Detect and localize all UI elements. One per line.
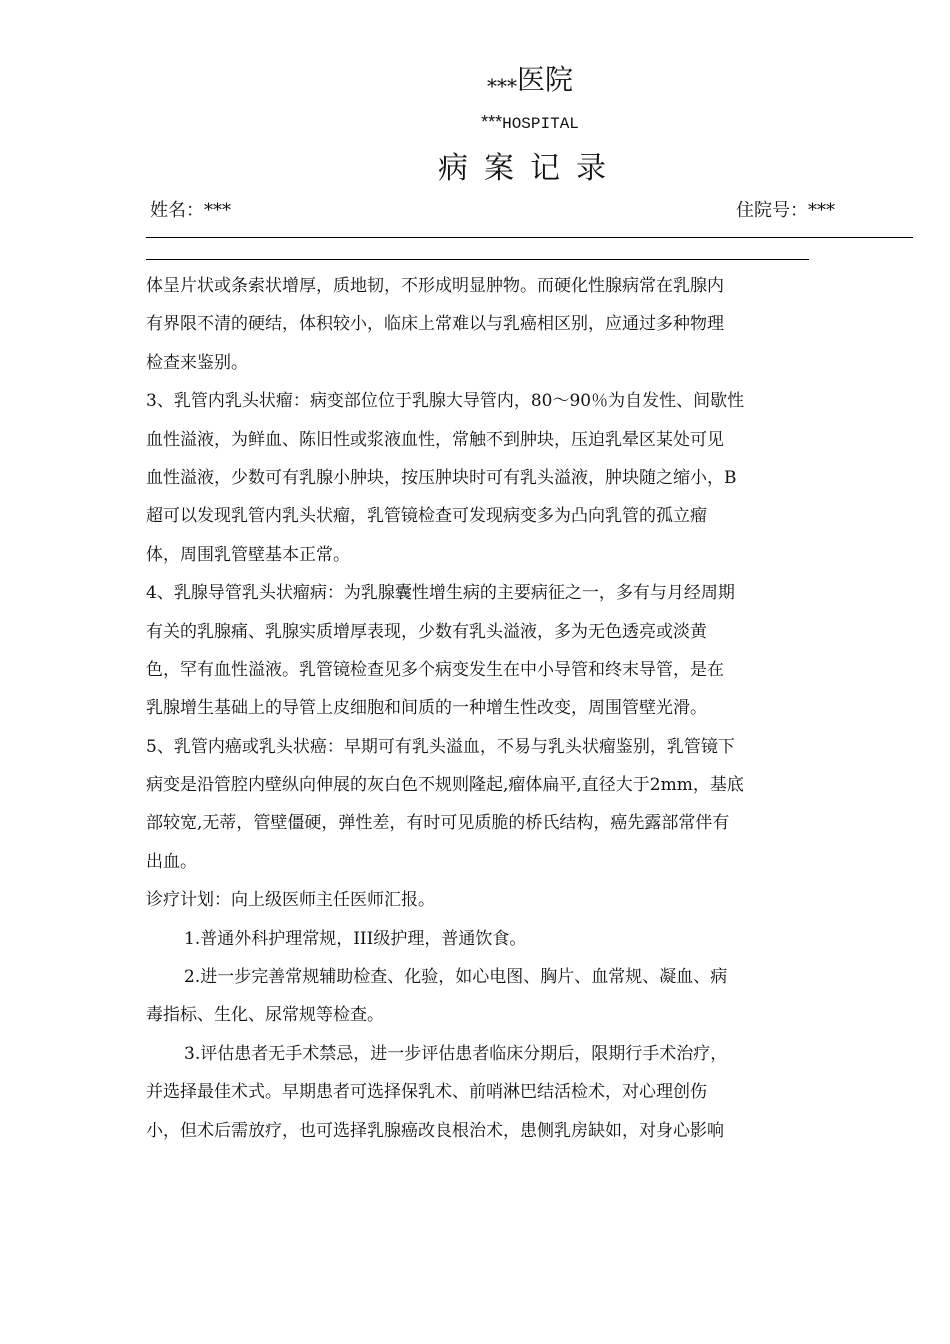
text-line: 有关的乳腺痛、乳腺实质增厚表现，少数有乳头溢液，多为无色透亮或淡黄 <box>146 621 707 642</box>
hospital-title-stars: *** <box>486 74 517 98</box>
hospital-title-name: 医院 <box>516 63 573 96</box>
text-line: 血性溢液，为鲜血、陈旧性或浆液血性，常触不到肿块，压迫乳晕区某处可见 <box>146 429 724 450</box>
plan-item: 2.进一步完善常规辅助检查、化验，如心电图、胸片、血常规、凝血、病 <box>184 967 728 988</box>
record-body <box>146 267 812 1150</box>
text-line: 毒指标、生化、尿常规等检查。 <box>146 1005 384 1026</box>
patient-name-label: 姓名：*** <box>150 200 231 221</box>
text-line: 体呈片状或条索状增厚，质地韧，不形成明显肿物。而硬化性腺病常在乳腺内 <box>146 276 724 296</box>
text-line: 检查来鉴别。 <box>146 352 248 373</box>
hospital-english-title <box>0 112 950 133</box>
hospital-title <box>0 58 950 98</box>
treatment-plan-heading: 诊疗计划：向上级医师主任医师汇报。 <box>146 890 435 911</box>
header-divider-top <box>146 237 913 238</box>
plan-item: 3.评估患者无手术禁忌，进一步评估患者临床分期后，限期行手术治疗， <box>184 1043 728 1064</box>
text-line: 出血。 <box>146 851 197 872</box>
text-line: 并选择最佳术式。早期患者可选择保乳术、前哨淋巴结活检术，对心理创伤 <box>146 1082 707 1103</box>
text-line: 病变是沿管腔内壁纵向伸展的灰白色不规则隆起,瘤体扁平,直径大于2mm，基底 <box>146 775 744 796</box>
text-line: 血性溢液，少数可有乳腺小肿块，按压肿块时可有乳头溢液，肿块随之缩小，B <box>146 467 737 488</box>
hospital-english-stars: *** <box>481 112 503 132</box>
text-line: 部较宽,无蒂，管壁僵硬，弹性差，有时可见质脆的桥氏结构，癌先露部常伴有 <box>146 813 730 834</box>
document-title: 病案记录 <box>438 151 622 186</box>
text-line: 乳腺增生基础上的导管上皮细胞和间质的一种增生性改变，周围管壁光滑。 <box>146 698 707 719</box>
text-line: 色，罕有血性溢液。乳管镜检查见多个病变发生在中小导管和终末导管，是在 <box>146 659 724 680</box>
hospital-english-name: HOSPITAL <box>502 115 579 133</box>
header-divider-bottom <box>146 259 809 260</box>
text-line: 有界限不清的硬结，体积较小，临床上常难以与乳癌相区别，应通过多种物理 <box>146 314 724 335</box>
plan-item: 1.普通外科护理常规，III级护理，普通饮食。 <box>184 928 527 949</box>
text-line: 4、乳腺导管乳头状瘤病：为乳腺囊性增生病的主要病征之一，多有与月经周期 <box>146 583 735 604</box>
text-line: 体，周围乳管壁基本正常。 <box>146 544 350 565</box>
text-line: 小，但术后需放疗，也可选择乳腺癌改良根治术，患侧乳房缺如，对身心影响 <box>146 1120 724 1141</box>
text-line: 5、乳管内癌或乳头状癌：早期可有乳头溢血，不易与乳头状瘤鉴别，乳管镜下 <box>146 736 735 757</box>
text-line: 超可以发现乳管内乳头状瘤，乳管镜检查可发现病变多为凸向乳管的孤立瘤 <box>146 506 707 527</box>
admission-number-label: 住院号：*** <box>736 200 835 221</box>
text-line: 3、乳管内乳头状瘤：病变部位位于乳腺大导管内，80～90％为自发性、间歇性 <box>146 391 745 412</box>
